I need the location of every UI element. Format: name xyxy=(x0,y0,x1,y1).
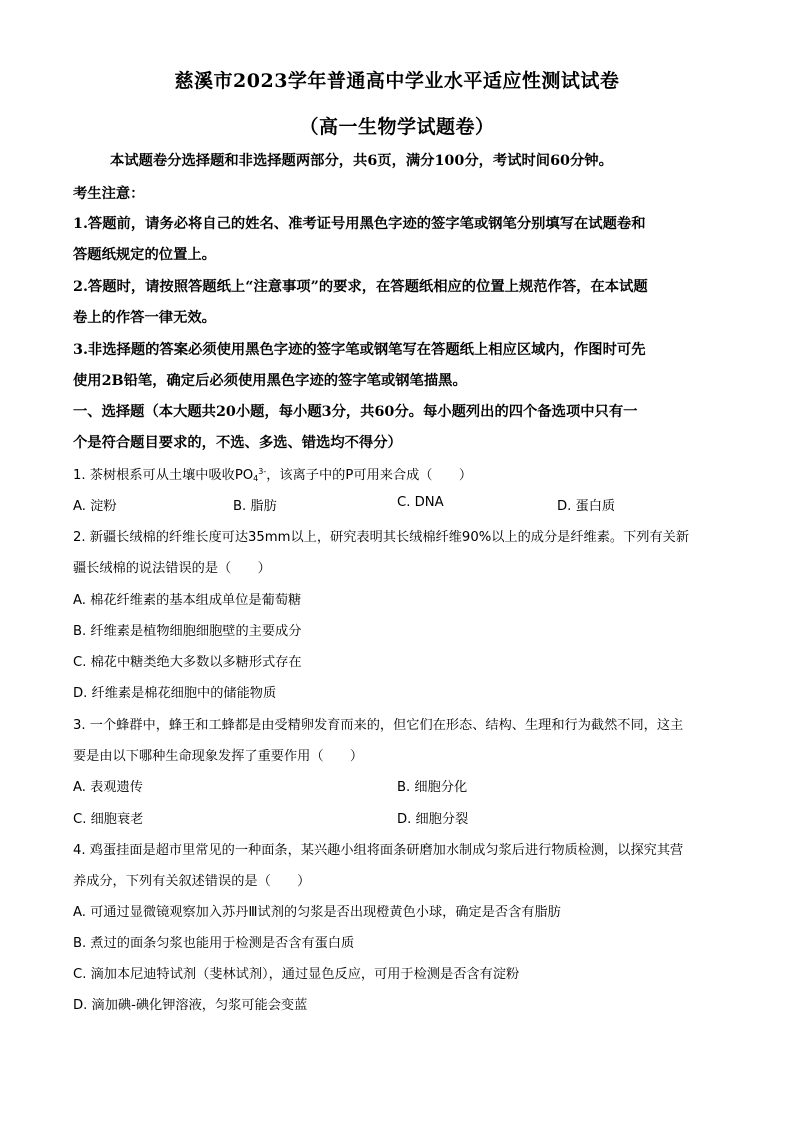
q2-option-c: C. 棉花中糖类绝大多数以多糖形式存在 xyxy=(73,655,302,670)
q1-option-b: B. 脂肪 xyxy=(233,499,277,514)
q2-option-a: A. 棉花纤维素的基本组成单位是葡萄糖 xyxy=(73,593,302,608)
question-4-stem-line-2: 养成分，下列有关叙述错误的是（ ） xyxy=(73,874,311,889)
exam-subtitle: （高一生物学试题卷） xyxy=(299,116,495,138)
question-3-stem-line-2: 要是由以下哪种生命现象发挥了重要作用（ ） xyxy=(73,749,364,764)
q4-option-c: C. 滴加本尼迪特试剂（斐林试剂），通过显色反应，可用于检测是否含有淀粉 xyxy=(73,967,520,982)
section-heading-line-2: 个是符合题目要求的，不选、多选、错选均不得分） xyxy=(73,435,402,451)
q1-option-c: C. DNA xyxy=(397,495,444,510)
notice-item-2-line-1: 2.答题时，请按照答题纸上“注意事项”的要求，在答题纸相应的位置上规范作答，在本试题 xyxy=(73,279,648,295)
section-heading-line-1: 一、选择题（本大题共20小题，每小题3分，共60分。每小题列出的四个备选项中只有一 xyxy=(73,404,638,420)
question-3-stem-line-1: 3. 一个蜂群中，蜂王和工蜂都是由受精卵发育而来的，但它们在形态、结构、生理和行为截然不同，这主 xyxy=(73,718,684,733)
q3-option-d: D. 细胞分裂 xyxy=(397,812,469,827)
q1-option-a: A. 淀粉 xyxy=(73,499,117,514)
question-4-stem-line-1: 4. 鸡蛋挂面是超市里常见的一种面条，某兴趣小组将面条研磨加水制成匀浆后进行物质检测，以探究其营 xyxy=(73,843,684,858)
question-2-stem-line-2: 疆长绒棉的说法错误的是（ ） xyxy=(73,561,271,576)
q2-option-d: D. 纤维素是棉花细胞中的储能物质 xyxy=(73,686,277,701)
q4-option-a: A. 可通过显微镜观察加入苏丹Ⅲ试剂的匀浆是否出现橙黄色小球，确定是否含有脂肪 xyxy=(73,905,561,920)
exam-title: 慈溪市2023学年普通高中学业水平适应性测试试卷 xyxy=(174,70,620,92)
q3-option-b: B. 细胞分化 xyxy=(397,780,468,795)
q3-option-c: C. 细胞衰老 xyxy=(73,812,144,827)
q1-option-d: D. 蛋白质 xyxy=(557,499,616,514)
notice-item-3-line-1: 3.非选择题的答案必须使用黑色字迹的签字笔或钢笔写在答题纸上相应区域内，作图时可先 xyxy=(73,342,646,358)
q2-option-b: B. 纤维素是植物细胞细胞壁的主要成分 xyxy=(73,624,302,639)
q4-option-d: D. 滴加碘-碘化钾溶液，匀浆可能会变蓝 xyxy=(73,998,308,1013)
q4-option-b: B. 煮过的面条匀浆也能用于检测是否含有蛋白质 xyxy=(73,936,355,951)
notice-item-1-line-2: 答题纸规定的位置上。 xyxy=(73,247,216,263)
q3-option-a: A. 表观遗传 xyxy=(73,780,143,795)
notice-heading: 考生注意： xyxy=(73,186,145,202)
notice-item-1-line-1: 1.答题前，请务必将自己的姓名、准考证号用黑色字迹的签字笔或钢笔分别填写在试题卷和 xyxy=(73,216,646,232)
notice-item-2-line-2: 卷上的作答一律无效。 xyxy=(73,310,216,326)
intro-text: 本试题卷分选择题和非选择题两部分，共6页，满分100分，考试时间60分钟。 xyxy=(110,153,613,169)
question-2-stem-line-1: 2. 新疆长绒棉的纤维长度可达35mm以上，研究表明其长绒棉纤维90%以上的成分是纤维素。下列有关新 xyxy=(73,530,690,545)
notice-item-3-line-2: 使用2B铅笔，确定后必须使用黑色字迹的签字笔或钢笔描黑。 xyxy=(73,373,467,389)
question-1-stem: 1. 茶树根系可从土壤中吸收$PO_4^{3-}$，该离子中的P可用来合成（ ） xyxy=(73,467,473,483)
